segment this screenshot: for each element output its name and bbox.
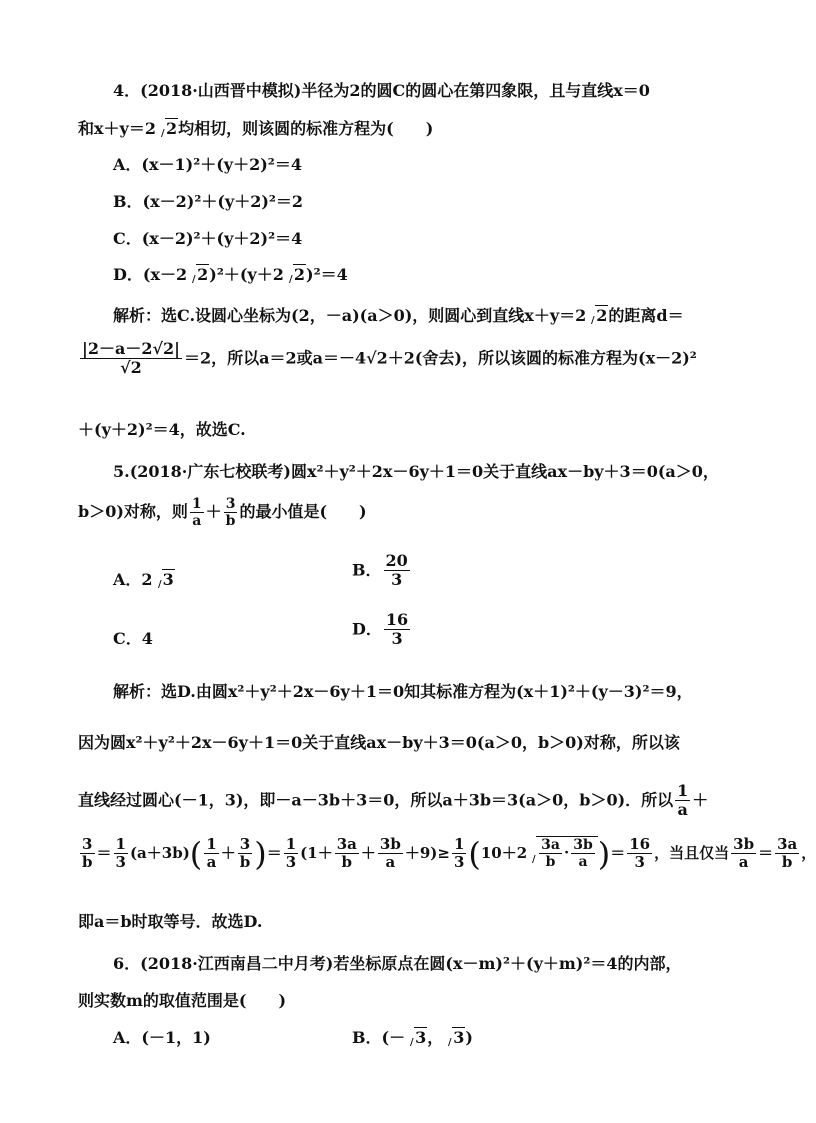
fraction: $\frac{3}{b}$ [239,835,251,872]
q4-stem-text: 和x＋y＝2 [78,119,156,138]
fraction-1-over-a: $\frac{1}{a}$ [677,781,689,820]
q4-solution-line1: 解析：选C.设圆心坐标为(2，－a)(a＞0)，则圆心到直线x＋y＝2 2的距离d＝ [113,306,684,325]
fraction: $\frac{16}{3}$ [629,835,651,872]
q4-stem-line1: 4．(2018·山西晋中模拟)半径为2的圆C的圆心在第四象限，且与直线x＝0 [113,81,650,100]
q4-solution-line2: $\frac{|2-a-2√2|}{√2}$ ＝2，所以a＝2或a＝－4√2＋2(舍去)，所以该圆的标准方程为(x－2)² [82,339,697,378]
q4-solution-line3: ＋(y＋2)²＝4，故选C. [78,420,246,439]
fraction: $\frac{1}{3}$ [453,835,465,872]
q4-stem-line2 [78,116,433,139]
q5-stem-line2: b＞0)对称，则 $\frac{1}{a}$ ＋ $\frac{3}{b}$ 的最小值是( ) [78,496,367,530]
q5-option-b: B． $\frac{20}{3}$ [352,551,408,590]
q4-option-d: D．(x－2 2)²＋(y＋2 2)²＝4 [113,265,348,284]
fraction-20-over-3: $\frac{20}{3}$ [385,551,408,590]
q6-stem-line1: 6．(2018·江西南昌二中月考)若坐标原点在圆(x－m)²＋(y＋m)²＝4的内部， [113,954,682,973]
fraction: $\frac{3b}{a}$ [733,835,755,872]
sqrt-symbol: 2 [156,118,178,138]
q5-solution-line4: $\frac{3}{b}$ ＝ $\frac{1}{3}$ (a＋3b)( $\frac{1}{a}$ ＋ $\frac{3}{b}$ )＝ $\frac{1}{3}$ (1＋ $\frac{3a}{b}$ ＋ $\frac{3b}{a}$ ＋9)≥ $\frac{1}{3}$ (10＋2 $\frac{3a}{b}$ · $\frac{3b}{a}$ )＝ $\frac{16}{3}$ ，当且仅当 $\frac{3b}{a}$ ＝ $\frac{3a}{b}$ ， [82,834,816,873]
sqrt-symbol: 3 [443,1027,465,1047]
sqrt-symbol: 3 [153,569,175,589]
fraction: $\frac{1}{a}$ [206,835,217,872]
sqrt-symbol: 2 [586,305,608,325]
fraction-3-over-b: $\frac{3}{b}$ [225,496,236,530]
sqrt-symbol: $\frac{3a}{b}$ · $\frac{3b}{a}$ [527,836,598,870]
q6-option-a: A．(－1，1) [113,1028,211,1047]
q5-solution-line3: 直线经过圆心(－1，3)，即－a－3b＋3＝0，所以a＋3b＝3(a＞0，b＞0)．所以 $\frac{1}{a}$ ＋ [78,781,709,820]
q5-option-c: C．4 [113,629,153,648]
fraction: $\frac{3}{b}$ [82,835,93,872]
distance-fraction: $\frac{|2-a-2√2|}{√2}$ [82,339,180,378]
q5-stem-line1: 5.(2018·广东七校联考)圆x²＋y²＋2x－6y＋1＝0关于直线ax－by＋3＝0(a＞0， [113,462,719,481]
q5-solution-line1: 解析：选D.由圆x²＋y²＋2x－6y＋1＝0知其标准方程为(x＋1)²＋(y－3)²＝9， [113,682,693,701]
fraction: $\frac{3b}{a}$ [379,835,401,872]
sqrt-symbol: 3 [405,1027,427,1047]
q6-option-b: B．(－ 3， 3) [352,1028,473,1047]
q4-option-a: A．(x－1)²＋(y＋2)²＝4 [113,155,302,174]
q4-stem-text: 均相切，则该圆的标准方程为( ) [178,119,434,138]
fraction-1-over-a: $\frac{1}{a}$ [191,496,202,530]
fraction-16-over-3: $\frac{16}{3}$ [385,610,409,649]
fraction: $\frac{3a}{b}$ [777,835,798,872]
sqrt-symbol: 2 [187,264,209,284]
fraction: $\frac{1}{3}$ [285,835,297,872]
q5-option-d: D． $\frac{16}{3}$ [352,610,409,649]
q5-option-a: A．2 3 [113,570,174,589]
fraction: $\frac{1}{3}$ [115,835,126,872]
sqrt-symbol: 2 [284,264,306,284]
q4-option-c: C．(x－2)²＋(y＋2)²＝4 [113,229,303,248]
q4-option-b: B．(x－2)²＋(y＋2)²＝2 [113,192,304,211]
q5-solution-line5: 即a＝b时取等号．故选D. [78,912,263,931]
q6-stem-line2: 则实数m的取值范围是( ) [78,991,287,1010]
fraction: $\frac{3a}{b}$ [336,835,357,872]
q5-solution-line2: 因为圆x²＋y²＋2x－6y＋1＝0关于直线ax－by＋3＝0(a＞0，b＞0)对称，所以该 [78,733,680,752]
